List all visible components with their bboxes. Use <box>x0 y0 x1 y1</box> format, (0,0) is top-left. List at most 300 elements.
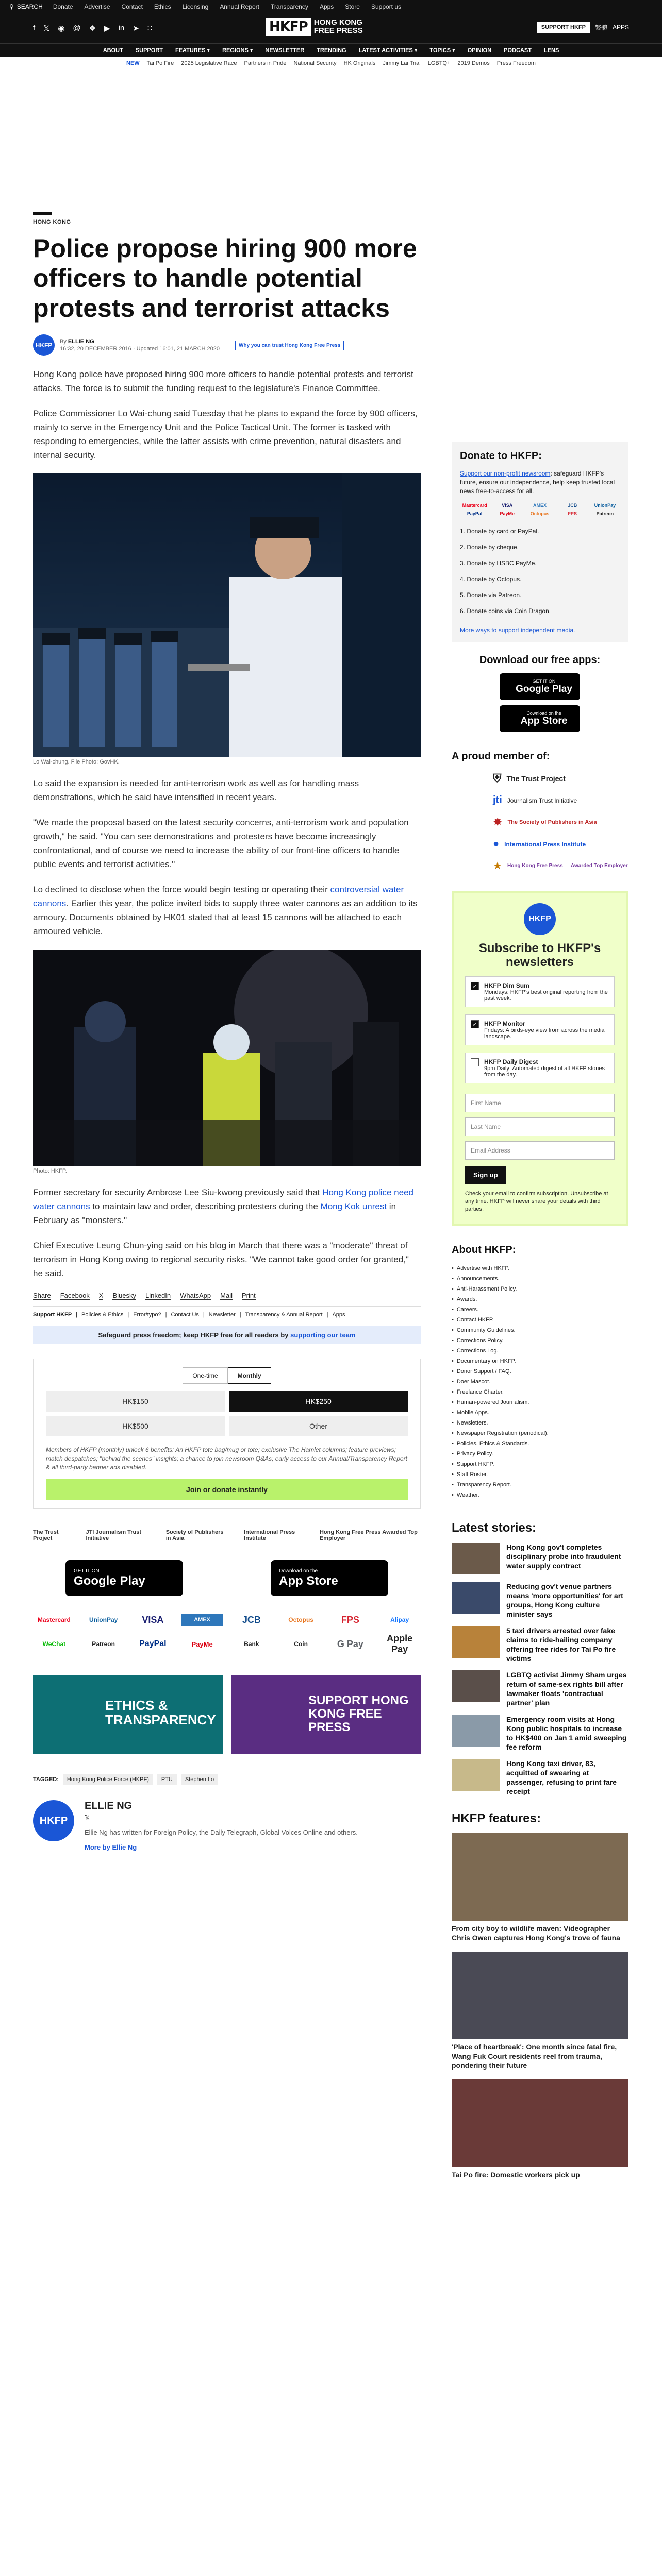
more-ways-link[interactable]: More ways to support independent media. <box>460 626 575 634</box>
author-box-info <box>85 1800 363 1851</box>
apps-title: Download our free apps: <box>479 654 601 666</box>
newsletter-name: HKFP Dim Sum <box>484 982 529 989</box>
about-item[interactable] <box>452 1408 628 1418</box>
feature-title: Tai Po fire: Domestic workers pick up <box>452 2171 580 2179</box>
about-item[interactable] <box>452 1274 628 1284</box>
amount-option[interactable]: HK$150 <box>46 1391 225 1412</box>
about-link: Anti-Harassment Policy. <box>456 1286 517 1292</box>
bullet-icon: • <box>452 1368 454 1375</box>
member-logo[interactable] <box>493 794 628 806</box>
instagram-icon[interactable]: ◉ <box>58 24 65 33</box>
bullet-icon: • <box>452 1379 454 1385</box>
latest-stories <box>452 1521 628 1796</box>
octopus-icon: Octopus <box>288 1616 313 1623</box>
amex-icon: AMEX <box>533 503 547 508</box>
app-store-button[interactable] <box>271 1560 388 1596</box>
site-header <box>0 13 662 43</box>
patreon-icon: Patreon <box>92 1640 115 1648</box>
nav-label: TOPICS <box>429 47 451 54</box>
trending-bar <box>0 57 662 70</box>
utility-link[interactable]: Advertise <box>84 3 110 10</box>
newsletter-option-text <box>484 1020 609 1040</box>
about-item[interactable] <box>452 1418 628 1428</box>
member-logo[interactable] <box>493 859 628 872</box>
partner-logo[interactable]: International Press Institute <box>244 1529 295 1541</box>
newsletter-desc: Fridays: A birds-eye view from across the media landscape. <box>484 1027 605 1040</box>
photo-protest-night[interactable] <box>33 950 421 1166</box>
newsletter-name: HKFP Daily Digest <box>484 1058 538 1065</box>
paragraph-text: in February as "monsters." <box>33 1201 396 1225</box>
bullet-icon: • <box>452 1327 454 1333</box>
shield-icon: ⛨ <box>493 772 502 785</box>
chevron-down-icon: ▾ <box>452 47 455 54</box>
photo-caption: Lo Wai-chung. File Photo: GovHK. <box>33 759 120 765</box>
support-link[interactable]: Support HKFP <box>33 1312 72 1318</box>
tag[interactable]: Hong Kong Police Force (HKPF) <box>63 1774 153 1785</box>
language-switch[interactable]: 繁體 <box>594 24 607 31</box>
trending-link[interactable]: Jimmy Lai Trial <box>383 60 421 66</box>
about-item[interactable] <box>452 1459 628 1469</box>
photo-police-commissioner[interactable] <box>33 473 421 757</box>
sidebar-payment-icons <box>460 503 620 516</box>
amount-option-selected[interactable]: HK$250 <box>229 1391 408 1412</box>
bullet-icon: • <box>452 1451 454 1457</box>
paragraph-text: Lo declined to disclose when the force would begin testing or operating their <box>33 885 330 894</box>
partner-logo[interactable]: The Trust Project <box>33 1529 59 1541</box>
latest-title: Latest stories: <box>452 1521 537 1535</box>
features-title: HKFP features: <box>452 1811 541 1825</box>
sopa-icon: ✸ <box>493 816 503 828</box>
share-linkedin[interactable]: LinkedIn <box>145 1292 171 1299</box>
trending-link[interactable]: 2025 Legislative Race <box>181 60 237 66</box>
about-item[interactable] <box>452 1356 628 1366</box>
author-bio: Ellie Ng has written for Foreign Policy, the Daily Telegraph, Global Voices Online and others. <box>85 1828 358 1836</box>
google-play-label: Google Play <box>516 684 572 694</box>
about-link: Doer Mascot. <box>456 1379 491 1385</box>
bullet-icon: • <box>452 1389 454 1395</box>
member-logo[interactable] <box>493 772 628 785</box>
about-item[interactable] <box>452 1480 628 1490</box>
new-badge: NEW <box>126 60 140 66</box>
utility-link[interactable]: Transparency <box>271 3 308 10</box>
about-link: Corrections Policy. <box>456 1337 504 1344</box>
latest-story[interactable] <box>452 1670 628 1707</box>
feature-story[interactable] <box>452 1833 628 1942</box>
about-item[interactable] <box>452 1490 628 1500</box>
feature-story[interactable] <box>452 1952 628 2070</box>
share-bluesky[interactable]: Bluesky <box>112 1292 136 1299</box>
member-name: Hong Kong Free Press — Awarded Top Employer <box>507 863 628 869</box>
email-field[interactable]: Email Address <box>465 1141 615 1160</box>
unionpay-icon: UnionPay <box>89 1616 118 1623</box>
about-item[interactable] <box>452 1315 628 1325</box>
about-link: Privacy Policy. <box>456 1451 493 1457</box>
paragraph: "We made the proposal based on the latest security concerns, anti-terrorism work and population growth," he said. "You can see demonstrations and protesters have become increasingly confrontational, and of course we need to increase the ability of our front-line officers to handle public events and terrorist activities." <box>33 818 409 869</box>
newsletter-option-text <box>484 982 609 1002</box>
support-link[interactable]: Transparency & Annual Report <box>245 1312 323 1318</box>
trending-link[interactable]: Partners in Pride <box>244 60 287 66</box>
utility-link[interactable]: Store <box>345 3 360 10</box>
tags-label: TAGGED: <box>33 1776 59 1783</box>
member-name: International Press Institute <box>504 840 586 848</box>
photo-caption: Photo: HKFP. <box>33 1168 67 1174</box>
about-link: Corrections Log. <box>456 1348 499 1354</box>
section-rule <box>33 212 52 215</box>
about-hkfp <box>452 1244 628 1500</box>
amount-option[interactable]: Other <box>229 1416 408 1436</box>
sidebar-apps <box>452 654 628 732</box>
last-name-field[interactable]: Last Name <box>465 1117 615 1136</box>
about-item[interactable] <box>452 1469 628 1480</box>
donate-widget <box>452 442 628 642</box>
about-link: Mobile Apps. <box>456 1410 489 1416</box>
about-link: Support HKFP. <box>456 1461 494 1467</box>
app-store-buttons <box>33 1560 421 1596</box>
bullet-icon: • <box>452 1286 454 1292</box>
tag[interactable]: Stephen Lo <box>181 1774 218 1785</box>
author-box-name[interactable]: ELLIE NG <box>85 1800 133 1811</box>
google-pay-icon: G Pay <box>337 1638 363 1649</box>
search-label: SEARCH <box>16 3 43 10</box>
latest-story[interactable] <box>452 1715 628 1752</box>
share-whatsapp[interactable]: WhatsApp <box>180 1292 211 1299</box>
about-link: Staff Roster. <box>456 1471 488 1478</box>
feature-story[interactable] <box>452 2079 628 2179</box>
paragraph: Hong Kong police have proposed hiring 900 more officers to handle potential protests and terrorist attacks. The force is to submit the funding request to the legislature's Finance Committee. <box>33 369 413 393</box>
about-item[interactable] <box>452 1387 628 1397</box>
utility-link[interactable]: Annual Report <box>220 3 260 10</box>
bullet-icon: • <box>452 1399 454 1405</box>
bullet-icon: • <box>452 1461 454 1467</box>
mong-kok-unrest-link[interactable]: Mong Kok unrest <box>320 1201 387 1211</box>
about-link: Careers. <box>456 1307 479 1313</box>
utility-link[interactable]: Apps <box>319 3 334 10</box>
trending-link[interactable]: LGBTQ+ <box>427 60 451 66</box>
sidebar <box>452 442 628 2189</box>
about-link: Announcements. <box>456 1276 500 1282</box>
feature-title: From city boy to wildlife maven: Videographer Chris Owen captures Hong Kong's trove of fauna <box>452 1924 620 1942</box>
alipay-icon: Alipay <box>390 1616 409 1623</box>
payme-icon: PayMe <box>500 511 515 516</box>
join-donate-button[interactable]: Join or donate instantly <box>46 1479 408 1500</box>
section-label[interactable]: HONG KONG <box>33 219 71 225</box>
article-body <box>33 367 421 1280</box>
hkfp-features <box>452 1811 628 2179</box>
paragraph: Police Commissioner Lo Wai-chung said Tuesday that he plans to expand the force by 900 officers, mainly to serve in the Emergency Unit and the Police Tactical Unit. The former is tasked with responding to emergencies, while the latter assists with crime prevention, natural disasters and internal security. <box>33 409 418 460</box>
story-thumbnail <box>452 1715 500 1747</box>
jcb-icon: JCB <box>568 503 577 508</box>
youtube-icon[interactable]: ▶ <box>104 24 110 33</box>
nav-item-lens[interactable]: LENS <box>543 47 559 54</box>
banner-text: SUPPORT HONG KONG FREE PRESS <box>308 1693 409 1734</box>
logo-text-line-1: HONG KONG <box>313 18 362 27</box>
newsletter-signup <box>452 891 628 1226</box>
newsletter-option[interactable] <box>465 1014 615 1045</box>
about-item[interactable] <box>452 1449 628 1459</box>
about-link: Donor Support / FAQ. <box>456 1368 511 1375</box>
tag[interactable]: PTU <box>157 1774 177 1785</box>
trending-link[interactable]: 2019 Demos <box>457 60 490 66</box>
about-item[interactable] <box>452 1263 628 1274</box>
donate-method[interactable]: 2. Donate by cheque. <box>460 539 620 555</box>
amount-option[interactable]: HK$500 <box>46 1416 225 1436</box>
bullet-icon: • <box>452 1307 454 1313</box>
google-play-button[interactable] <box>65 1560 183 1596</box>
donation-amounts <box>46 1391 408 1436</box>
bullet-icon: • <box>452 1440 454 1447</box>
x-icon[interactable]: 𝕏 <box>85 1814 90 1822</box>
about-item[interactable] <box>452 1335 628 1346</box>
about-item[interactable] <box>452 1377 628 1387</box>
trending-link[interactable]: Tai Po Fire <box>146 60 174 66</box>
about-link: Documentary on HKFP. <box>456 1358 516 1364</box>
utility-link[interactable]: Ethics <box>154 3 171 10</box>
nav-label: REGIONS <box>222 47 249 54</box>
author-avatar[interactable]: HKFP <box>33 334 55 356</box>
story-title: Hong Kong taxi driver, 83, acquitted of swearing at passenger, refusing to print fare receipt <box>506 1759 617 1795</box>
top-utility-bar <box>0 0 662 13</box>
story-title: Emergency room visits at Hong Kong public hospitals to increase to HK$400 on Jan 1 amid sweeping fee reform <box>506 1715 627 1751</box>
amex-icon: AMEX <box>181 1614 223 1626</box>
article <box>33 212 421 1851</box>
nav-item-topics[interactable] <box>429 47 455 54</box>
x-icon[interactable]: 𝕏 <box>43 24 50 33</box>
payme-icon: PayMe <box>191 1640 213 1648</box>
bullet-icon: • <box>452 1492 454 1498</box>
partner-logo[interactable]: JTI Journalism Trust Initiative <box>86 1529 142 1541</box>
bank-icon: Bank <box>244 1640 259 1648</box>
member-logo[interactable] <box>493 816 628 829</box>
support-team-link[interactable]: supporting our team <box>290 1331 356 1339</box>
newsletter-desc: 9pm Daily: Automated digest of all HKFP stories from the day. <box>484 1065 605 1078</box>
jcb-icon: JCB <box>242 1614 261 1625</box>
apps-link[interactable]: APPS <box>612 24 629 31</box>
about-link: Newsletters. <box>456 1420 488 1426</box>
support-link[interactable]: Policies & Ethics <box>81 1312 124 1318</box>
paypal-icon: PayPal <box>467 511 483 516</box>
app-store-label: App Store <box>520 716 568 726</box>
checkbox-checked[interactable]: ✓ <box>471 982 479 990</box>
bullet-icon: • <box>452 1410 454 1416</box>
paragraph <box>33 1185 421 1227</box>
bullet-icon: • <box>452 1276 454 1282</box>
nav-item-newsletter[interactable]: NEWSLETTER <box>265 47 305 54</box>
visa-icon: VISA <box>502 503 513 508</box>
partner-logo[interactable]: Society of Publishers in Asia <box>166 1529 224 1541</box>
utility-link[interactable]: Contact <box>121 3 143 10</box>
author-name[interactable]: ELLIE NG <box>68 338 94 345</box>
about-link: Newspaper Registration (periodical). <box>456 1430 549 1436</box>
member-logo[interactable] <box>493 838 628 850</box>
bluesky-icon[interactable]: ❖ <box>89 24 96 33</box>
story-thumbnail <box>452 1543 500 1574</box>
search-icon: ⚲ <box>9 3 14 10</box>
more-by-author-link[interactable]: More by Ellie Ng <box>85 1843 137 1851</box>
author-box-avatar[interactable]: HKFP <box>33 1800 74 1841</box>
nav-item-opinion[interactable]: OPINION <box>467 47 492 54</box>
threads-icon[interactable]: @ <box>73 24 81 32</box>
about-link: Transparency Report. <box>456 1482 511 1488</box>
newsletter-note: Check your email to confirm subscription. Unsubscribe at any time. HKFP will never share your details with third parties. <box>465 1191 608 1212</box>
member-name: The Society of Publishers in Asia <box>507 819 597 825</box>
support-link[interactable]: Contact Us <box>171 1312 199 1318</box>
support-links: Support HKFP | Policies & Ethics | Error/typo? | Contact Us | Newsletter | Transparency & Annual Report | Apps <box>33 1312 345 1318</box>
feature-thumbnail <box>452 1833 628 1921</box>
nav-item-podcast[interactable]: PODCAST <box>504 47 532 54</box>
nav-item-latest-activities[interactable] <box>359 47 418 54</box>
frequency-one-time[interactable]: One-time <box>183 1367 227 1384</box>
donate-method[interactable]: 1. Donate by card or PayPal. <box>460 523 620 539</box>
award-icon: ★ <box>493 860 502 872</box>
newsletter-desc: Mondays: HKFP's best original reporting from the past week. <box>484 989 608 1002</box>
telegram-icon[interactable]: ➤ <box>133 24 139 33</box>
story-thumbnail <box>452 1582 500 1614</box>
about-item[interactable] <box>452 1366 628 1377</box>
nav-item-regions[interactable] <box>222 47 253 54</box>
support-link[interactable]: Newsletter <box>208 1312 236 1318</box>
donate-method[interactable]: 5. Donate via Patreon. <box>460 587 620 603</box>
police-water-cannons-link[interactable]: Hong Kong police need water cannons <box>33 1188 413 1211</box>
donate-intro-text: : safeguard HKFP's future, ensure our independence, help keep trusted local news free-to-access for all. <box>460 470 615 495</box>
app-store-button[interactable] <box>500 705 580 732</box>
utility-link[interactable]: Donate <box>53 3 73 10</box>
partner-logo[interactable]: Hong Kong Free Press Awarded Top Employer <box>319 1529 418 1541</box>
share-print[interactable]: Print <box>241 1292 256 1299</box>
about-item[interactable] <box>452 1294 628 1304</box>
signup-button[interactable]: Sign up <box>465 1166 506 1184</box>
paragraph-text: . Earlier this year, the police invited bids to supply three water cannons as an addition to its armoury. Documents obtained by HK01 stated that at least 15 cannons will be attached to each armoured vehicle. <box>33 899 418 936</box>
checkbox-checked[interactable]: ✓ <box>471 1020 479 1028</box>
trending-link[interactable]: National Security <box>293 60 337 66</box>
latest-story[interactable] <box>452 1582 628 1619</box>
byline <box>33 334 421 356</box>
share-mail[interactable]: Mail <box>220 1292 233 1299</box>
main-navigation <box>0 43 662 57</box>
about-item[interactable] <box>452 1346 628 1356</box>
frequency-monthly[interactable]: Monthly <box>228 1367 271 1384</box>
latest-story[interactable] <box>452 1759 628 1796</box>
utility-link[interactable]: Licensing <box>182 3 209 10</box>
trending-link[interactable]: Press Freedom <box>496 60 536 66</box>
story-thumbnail <box>452 1670 500 1702</box>
nav-item-features[interactable] <box>175 47 210 54</box>
paragraph <box>33 883 421 938</box>
donate-title: Donate to HKFP: <box>460 450 542 462</box>
latest-story[interactable] <box>452 1543 628 1574</box>
patreon-icon: Patreon <box>596 511 614 516</box>
story-title: 5 taxi drivers arrested over fake claims to ride-hailing company offering free rides for Tai Po fire victims <box>506 1626 616 1663</box>
support-link[interactable]: Apps <box>332 1312 345 1318</box>
about-item[interactable] <box>452 1397 628 1408</box>
donate-method[interactable]: 3. Donate by HSBC PayMe. <box>460 555 620 571</box>
fps-icon: FPS <box>341 1614 359 1625</box>
support-hkfp-banner[interactable] <box>231 1675 421 1754</box>
logo-text-line-2: FREE PRESS <box>313 26 363 35</box>
nav-item-trending[interactable]: TRENDING <box>317 47 346 54</box>
rss-icon[interactable]: ∷ <box>147 24 153 33</box>
support-newsroom-link[interactable]: Support our non-profit newsroom <box>460 470 551 477</box>
search-button[interactable] <box>9 3 43 10</box>
bullet-icon: • <box>452 1265 454 1272</box>
paragraph: Chief Executive Leung Chun-ying said on his blog in March that there was a "moderate" threat of terrorism in Hong Kong owing to regional security risks. "We cannot take good order for granted," he said. <box>33 1241 409 1278</box>
share-bar <box>33 1292 421 1307</box>
utility-links <box>53 3 401 10</box>
newsletter-option[interactable] <box>465 1053 615 1083</box>
story-thumbnail <box>452 1626 500 1658</box>
payment-methods <box>33 1614 421 1655</box>
logo-text <box>314 19 363 35</box>
linkedin-icon[interactable]: in <box>118 24 125 32</box>
share-facebook[interactable]: Facebook <box>60 1292 90 1299</box>
share-x[interactable]: X <box>98 1292 104 1299</box>
nav-label: LATEST ACTIVITIES <box>358 47 413 54</box>
latest-story[interactable] <box>452 1626 628 1663</box>
nav-item-support[interactable]: SUPPORT <box>135 47 163 54</box>
article-tags <box>33 1774 421 1785</box>
paragraph-text: Former secretary for security Ambrose Lee Siu-kwong previously said that <box>33 1188 323 1197</box>
about-link: Community Guidelines. <box>456 1327 516 1333</box>
article-title: Police propose hiring 900 more officers to handle potential protests and terrorist attacks <box>33 234 417 323</box>
facebook-icon[interactable]: f <box>33 24 36 32</box>
donate-intro <box>460 469 620 496</box>
story-title: LGBTQ activist Jimmy Sham urges return of same-sex rights bill after lawmaker floats 'contractual partner' plan <box>506 1671 627 1707</box>
about-link: Contact HKFP. <box>456 1317 494 1323</box>
app-store-caption: Download on the <box>526 710 561 716</box>
ethics-transparency-banner[interactable] <box>33 1675 223 1754</box>
about-item[interactable] <box>452 1428 628 1438</box>
member-name: The Trust Project <box>506 774 566 783</box>
about-link: Freelance Charter. <box>456 1389 504 1395</box>
about-item[interactable] <box>452 1325 628 1335</box>
donate-method[interactable]: 6. Donate coins via Coin Dragon. <box>460 603 620 619</box>
about-item[interactable] <box>452 1438 628 1449</box>
about-link: Human-powered Journalism. <box>456 1399 529 1405</box>
google-play-caption: GET IT ON <box>532 679 556 684</box>
header-actions <box>537 22 629 33</box>
google-play-button[interactable] <box>500 673 580 700</box>
mastercard-icon: Mastercard <box>37 1616 71 1623</box>
about-item[interactable] <box>452 1304 628 1315</box>
site-logo[interactable] <box>266 18 363 36</box>
membership-benefits: Members of HKFP (monthly) unlock 6 benefits: An HKFP tote bag/mug or tote; exclusive The Hamlet columns; feature previews; match despatches; "behind the scenes" insights; a chance to join newsroom Q&As; early access to our Annual/Transparency Report & all third-party banner ads disabled. <box>46 1446 407 1471</box>
newsletter-name: HKFP Monitor <box>484 1020 525 1027</box>
story-thumbnail <box>452 1759 500 1791</box>
about-link: Policies, Ethics & Standards. <box>456 1440 529 1447</box>
about-link: Weather. <box>456 1492 479 1498</box>
paypal-icon: PayPal <box>139 1639 167 1648</box>
photo-illustration <box>33 473 421 757</box>
about-item[interactable] <box>452 1284 628 1294</box>
bullet-icon: • <box>452 1337 454 1344</box>
banner-text: ETHICS & TRANSPARENCY <box>105 1698 216 1727</box>
visa-icon: VISA <box>142 1614 164 1625</box>
support-hkfp-button[interactable]: SUPPORT HKFP <box>537 22 590 33</box>
newsletter-option[interactable] <box>465 976 615 1007</box>
water-cannons-link[interactable]: controversial water cannons <box>33 885 404 908</box>
trust-link[interactable]: Why you can trust Hong Kong Free Press <box>235 341 344 350</box>
checkbox-unchecked[interactable] <box>471 1058 479 1066</box>
utility-link[interactable]: Support us <box>371 3 402 10</box>
logo-mark: HKFP <box>266 18 311 36</box>
donate-method[interactable]: 4. Donate by Octopus. <box>460 571 620 587</box>
first-name-field[interactable]: First Name <box>465 1094 615 1112</box>
support-link[interactable]: Error/typo? <box>133 1312 161 1318</box>
octopus-icon: Octopus <box>530 511 550 516</box>
trending-link[interactable]: HK Originals <box>343 60 376 66</box>
chevron-down-icon: ▾ <box>414 47 418 54</box>
feature-thumbnail <box>452 2079 628 2167</box>
nav-item-about[interactable]: ABOUT <box>103 47 123 54</box>
